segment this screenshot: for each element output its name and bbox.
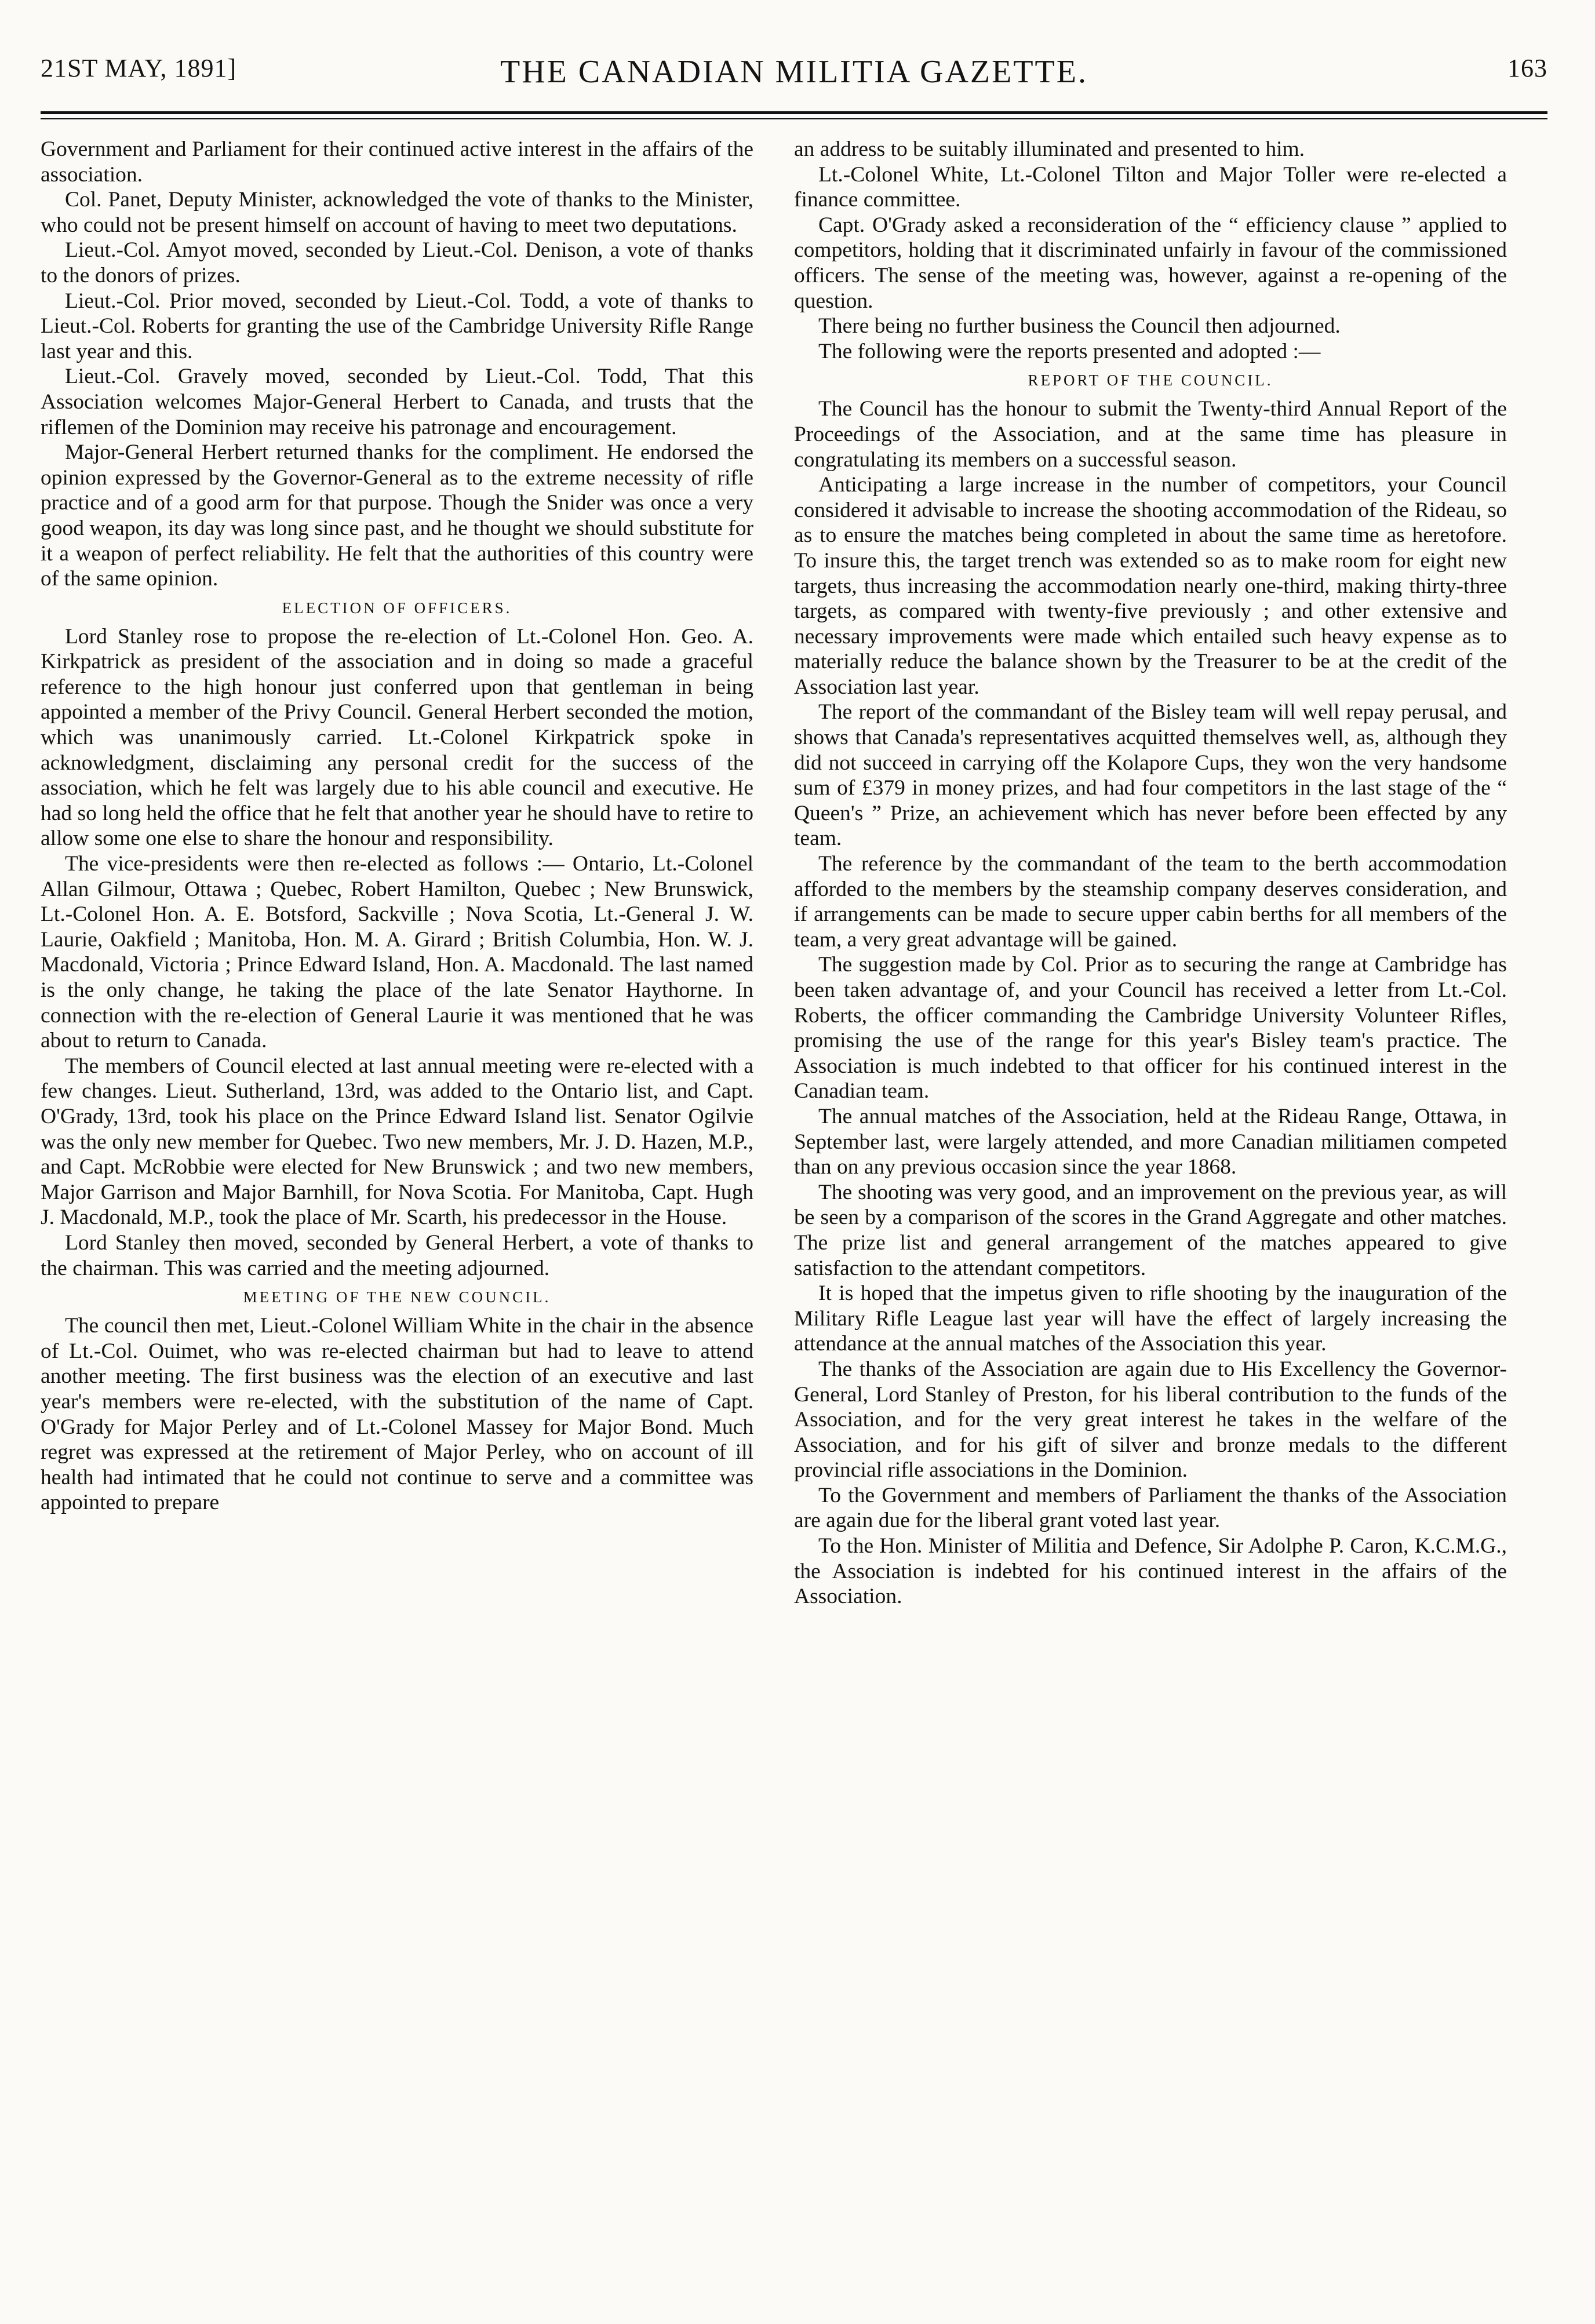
paragraph: The vice-presidents were then re-elected as follows :— Ontario, Lt.-Colonel Allan Gilmour, Ottawa ; Quebec, Robert Hamilton, Quebec ; New Brunswick, Lt.-Colonel Hon. A. E. Botsford, Sackville ; Nova Scotia, Lt.-General J. W. Laurie, Oakfield ; Manitoba, Hon. M. A. Girard ; British Columbia, Hon. W. J. Macdonald, Victoria ; Prince Edward Island, Hon. A. Macdonald. The last named is the only change, he taking the place of the late Senator Haythorne. In connection with the re-election of General Laurie it was mentioned that he was about to return to Canada. bbox=[41, 852, 753, 1053]
paragraph: The following were the reports presented and adopted :— bbox=[818, 339, 1321, 363]
section-heading-new-council: MEETING OF THE NEW COUNCIL. bbox=[243, 1288, 551, 1306]
paragraph: Lieut.-Col. Prior moved, seconded by Lieut.-Col. Todd, a vote of thanks to Lieut.-Col. Roberts for granting the use of the Cambridge University Rifle Range last year and this. bbox=[41, 289, 753, 363]
paragraph: The shooting was very good, and an improvement on the previous year, as will be seen by a comparison of the scores in the Grand Aggregate and other matches. The prize list and general arrangement of the matches appeared to give satisfaction to the attendant competitors. bbox=[794, 1180, 1507, 1280]
paragraph: Lieut.-Col. Gravely moved, seconded by Lieut.-Col. Todd, That this Association welcomes Major-General Herbert to Canada, and trusts that the riflemen of the Dominion may receive his patronage and encouragement. bbox=[41, 365, 753, 439]
paragraph: To the Hon. Minister of Militia and Defence, Sir Adolphe P. Caron, K.C.M.G., the Association is indebted for his continued interest in the affairs of the Association. bbox=[794, 1534, 1507, 1609]
paragraph: The suggestion made by Col. Prior as to securing the range at Cambridge has been taken advantage of, and your Council has received a letter from Lt.-Col. Roberts, the officer commanding the Cambridge University Volunteer Rifles, promising the use of the range for this year's Bisley team's practice. The Association is much indebted to that officer for his continued interest in the Canadian team. bbox=[794, 953, 1507, 1103]
header-rule bbox=[41, 111, 1547, 114]
page-number: 163 bbox=[1507, 54, 1547, 82]
header-rule-thin bbox=[41, 118, 1547, 119]
paragraph: Major-General Herbert returned thanks for the compliment. He endorsed the opinion expressed by the Governor-General as to the extreme necessity of rifle practice and of a good arm for that purpose. Though the Snider was once a very good weapon, its day was long since past, and he thought we should substitute for it a weapon of perfect reliability. He felt that the authorities of this country were of the same opinion. bbox=[41, 440, 753, 591]
paragraph: Lord Stanley then moved, seconded by General Herbert, a vote of thanks to the chairman. This was carried and the meeting adjourned. bbox=[41, 1230, 753, 1280]
paragraph: It is hoped that the impetus given to rifle shooting by the inauguration of the Military Rifle League last year will have the effect of largely increasing the attendance at the annual matches of the Association this year. bbox=[794, 1281, 1507, 1356]
paragraph: The report of the commandant of the Bisley team will well repay perusal, and shows that Canada's representatives acquitted themselves well, as, although they did not succeed in carrying off the Kolapore Cups, they won the very handsome sum of £379 in money prizes, and had four competitors in the last stage of the “ Queen's ” Prize, an achievement which has never before been effected by any team. bbox=[794, 700, 1507, 851]
paragraph: Government and Parliament for their continued active interest in the affairs of the association. bbox=[41, 137, 753, 187]
section-heading-election: ELECTION OF OFFICERS. bbox=[282, 599, 512, 617]
left-column bbox=[41, 137, 753, 2304]
publication-title: THE CANADIAN MILITIA GAZETTE. bbox=[500, 54, 1088, 90]
paragraph: an address to be suitably illuminated and presented to him. bbox=[794, 137, 1305, 161]
right-column bbox=[794, 137, 1507, 2304]
section-heading-report: REPORT OF THE COUNCIL. bbox=[1028, 371, 1273, 389]
paragraph: The annual matches of the Association, held at the Rideau Range, Ottawa, in September last, were largely attended, and more Canadian militiamen competed than on any previous occasion since the year 1868. bbox=[794, 1104, 1507, 1179]
paragraph: The thanks of the Association are again due to His Excellency the Governor-General, Lord Stanley of Preston, for his liberal contribution to the funds of the Association, and for the very great interest he takes in the welfare of the Association, and for his gift of silver and bronze medals to the different provincial rifle associations in the Dominion. bbox=[794, 1357, 1507, 1482]
paragraph: The council then met, Lieut.-Colonel William White in the chair in the absence of Lt.-Col. Ouimet, who was re-elected chairman but had to leave to attend another meeting. The first business was the election of an executive and last year's members were re-elected, with the substitution of the name of Capt. O'Grady for Major Perley and of Lt.-Colonel Massey for Major Bond. Much regret was expressed at the retirement of Major Perley, who on account of ill health had intimated that he could not continue to serve and a committee was appointed to prepare bbox=[41, 1314, 753, 1515]
issue-date: 21ST MAY, 1891] bbox=[41, 54, 237, 82]
paragraph: Lord Stanley rose to propose the re-election of Lt.-Colonel Hon. Geo. A. Kirkpatrick as president of the association and in doing so made a graceful reference to the high honour just conferred upon that gentleman in being appointed a member of the Privy Council. General Herbert seconded the motion, which was unanimously carried. Lt.-Colonel Kirkpatrick spoke in acknowledgment, disclaiming any personal credit for the success of the association, which he felt was largely due to his able council and executive. He had so long held the office that he felt that another year he should have to retire to allow some one else to share the honour and responsibility. bbox=[41, 624, 753, 851]
paragraph: The Council has the honour to submit the Twenty-third Annual Report of the Proceedings of the Association, and at the same time has pleasure in congratulating its members on a successful season. bbox=[794, 397, 1507, 472]
paragraph: Col. Panet, Deputy Minister, acknowledged the vote of thanks to the Minister, who could not be present himself on account of having to meet two deputations. bbox=[41, 188, 753, 237]
paragraph: Capt. O'Grady asked a reconsideration of the “ efficiency clause ” applied to competitors, holding that it discriminated unfairly in favour of the commissioned officers. The sense of the meeting was, however, against a re-opening of the question. bbox=[794, 213, 1507, 313]
paragraph: The members of Council elected at last annual meeting were re-elected with a few changes. Lieut. Sutherland, 13rd, was added to the Ontario list, and Capt. O'Grady, 13rd, took his place on the Prince Edward Island list. Senator Ogilvie was the only new member for Quebec. Two new members, Mr. J. D. Hazen, M.P., and Capt. McRobbie were elected for New Brunswick ; and two new members, Major Garrison and Major Barnhill, for Nova Scotia. For Manitoba, Capt. Hugh J. Macdonald, M.P., took the place of Mr. Scarth, his predecessor in the House. bbox=[41, 1054, 753, 1230]
paragraph: Lt.-Colonel White, Lt.-Colonel Tilton and Major Toller were re-elected a finance committee. bbox=[794, 162, 1507, 212]
masthead bbox=[41, 53, 1547, 100]
paragraph: There being no further business the Council then adjourned. bbox=[818, 314, 1341, 338]
paragraph: To the Government and members of Parliament the thanks of the Association are again due for the liberal grant voted last year. bbox=[794, 1483, 1507, 1533]
newspaper-page bbox=[41, 0, 1547, 2324]
paragraph: Lieut.-Col. Amyot moved, seconded by Lieut.-Col. Denison, a vote of thanks to the donors of prizes. bbox=[41, 238, 753, 287]
paragraph: The reference by the commandant of the team to the berth accommodation afforded to the members by the steamship company deserves consideration, and if arrangements can be made to secure upper cabin berths for all members of the team, a very great advantage will be gained. bbox=[794, 852, 1507, 952]
paragraph: Anticipating a large increase in the number of competitors, your Council considered it advisable to increase the shooting accommodation of the Rideau, so as to ensure the matches being completed in about the same time as heretofore. To insure this, the target trench was extended so as to make room for eight new targets, thus increasing the accommodation nearly one-third, making thirty-three targets, as compared with twenty-five previously ; and other extensive and necessary improvements were made which entailed such heavy expense as to materially reduce the balance shown by the Treasurer to be at the credit of the Association last year. bbox=[794, 473, 1507, 699]
